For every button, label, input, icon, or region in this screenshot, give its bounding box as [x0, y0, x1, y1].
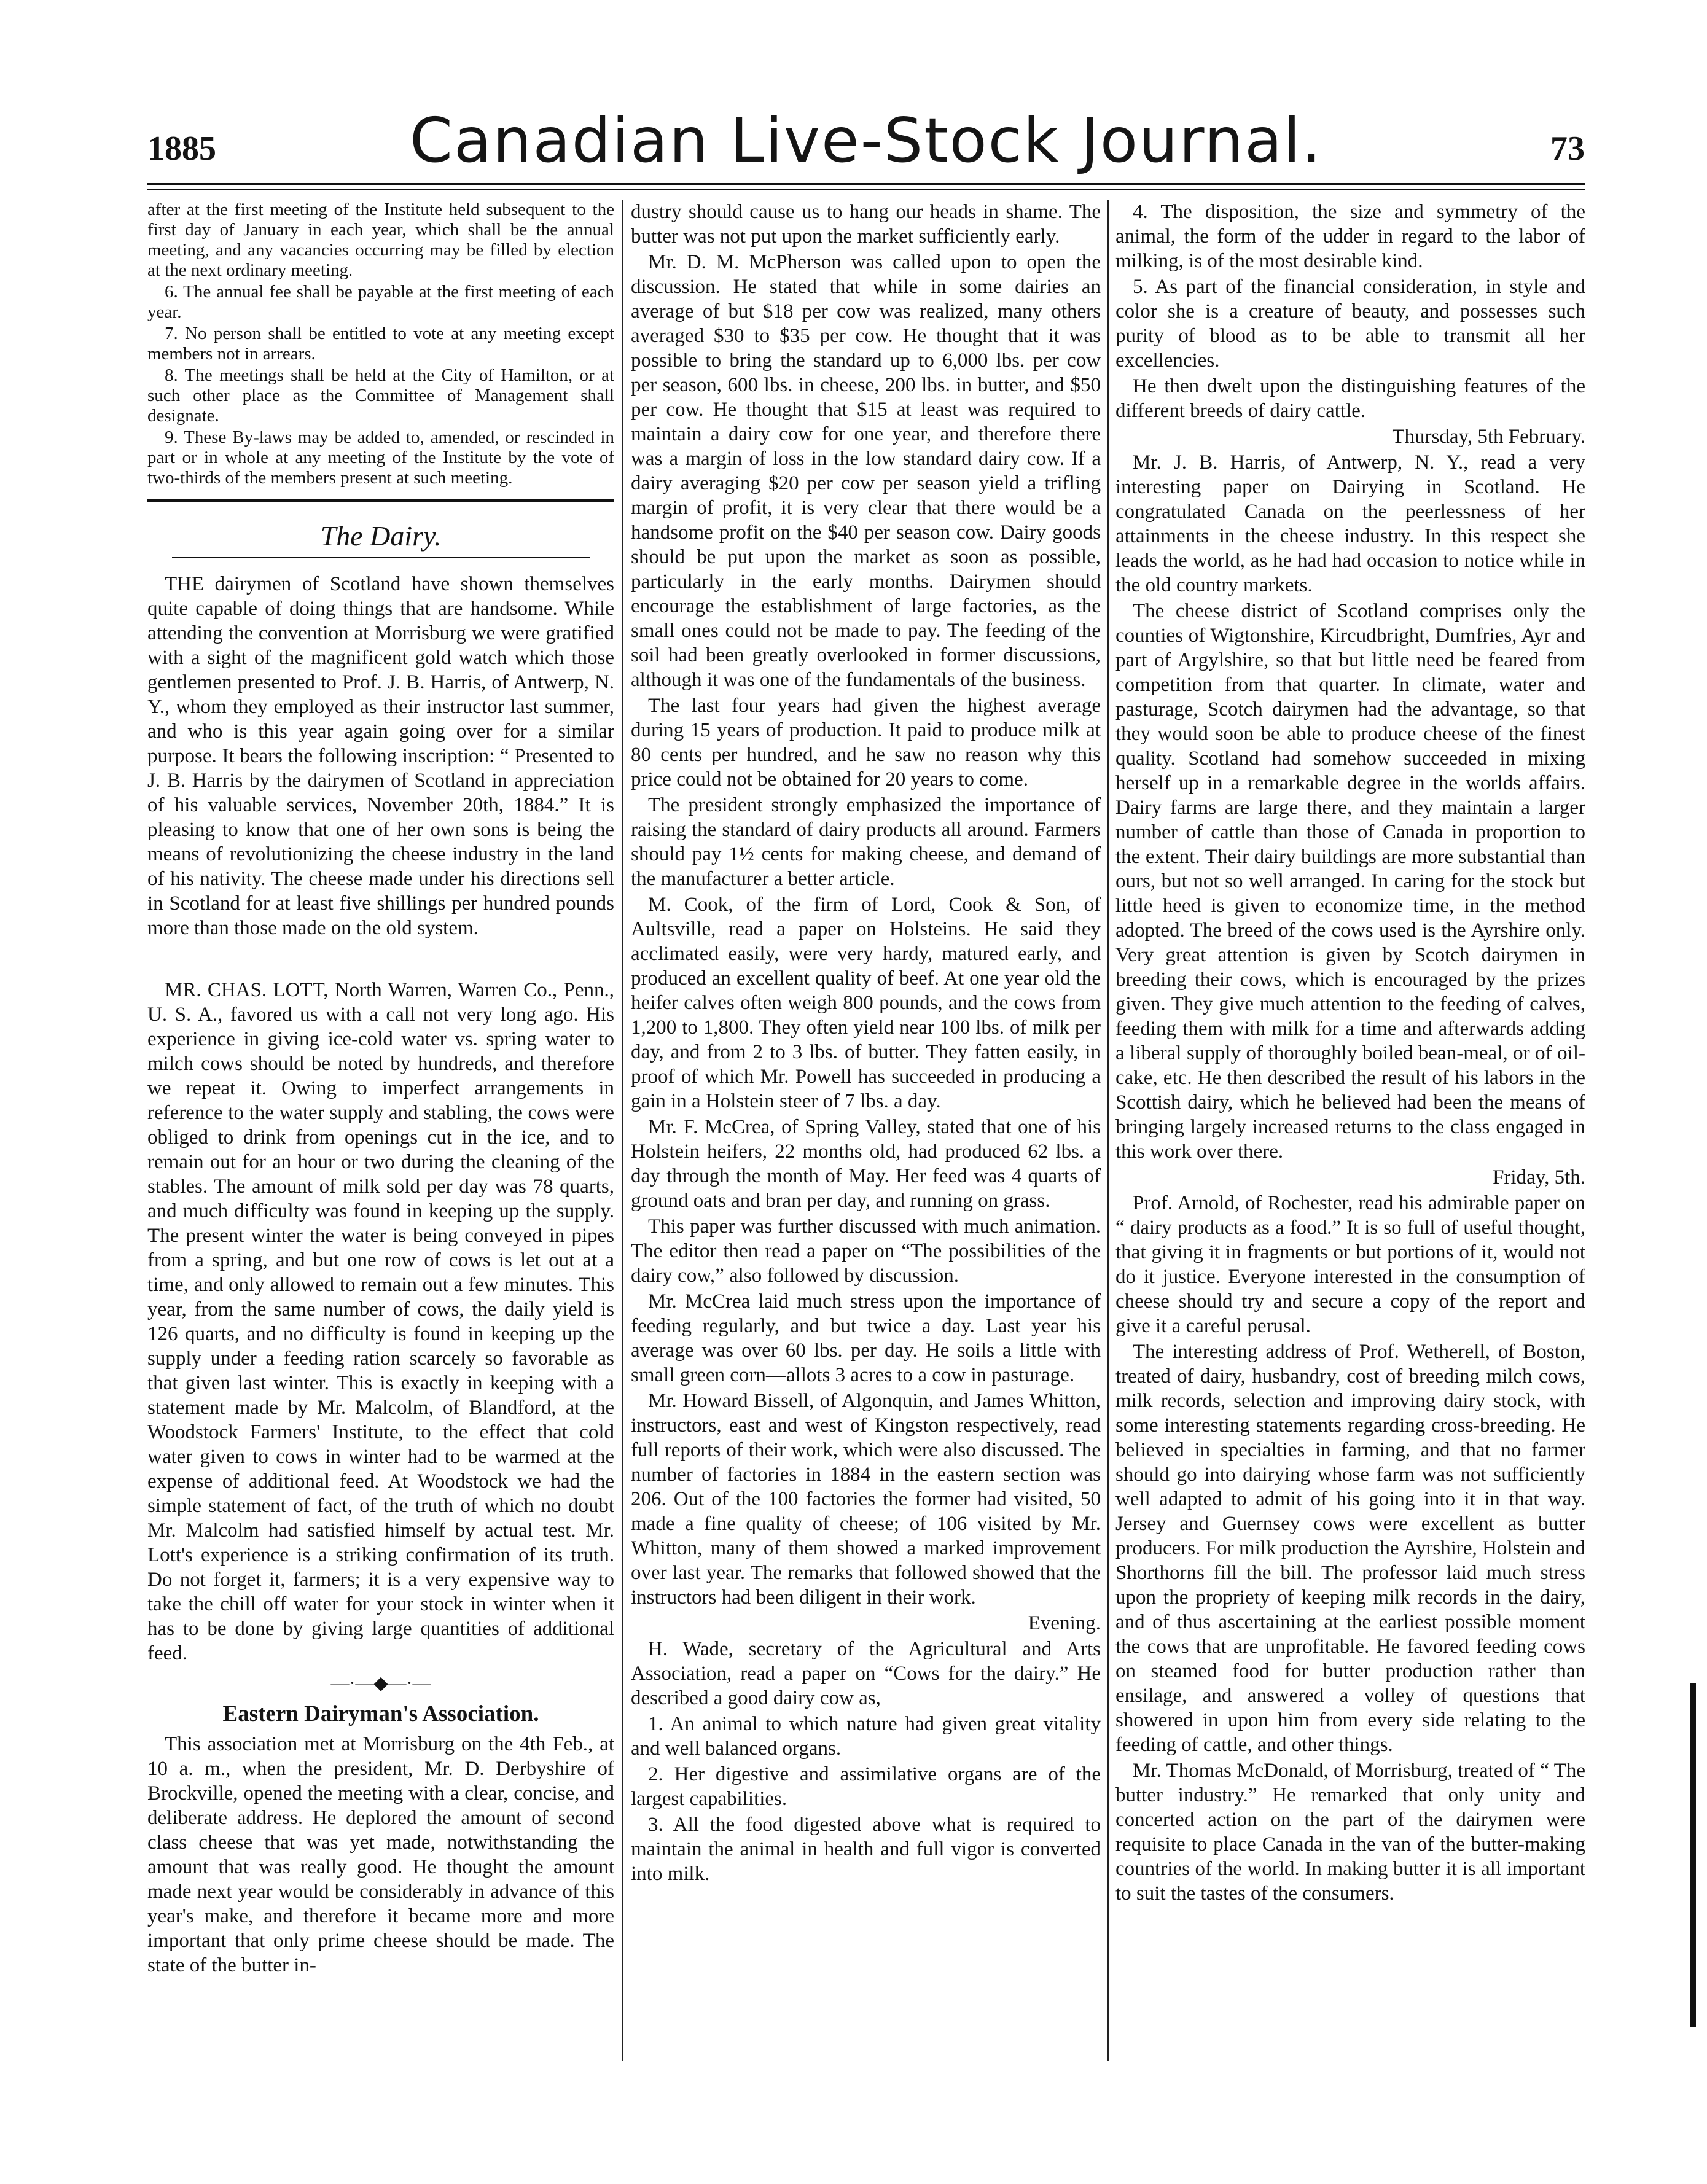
bylaw-paragraph: 6. The annual fee shall be payable at the first meeting of each year.: [147, 282, 614, 322]
page-header: [147, 104, 1585, 178]
article-paragraph: 4. The disposition, the size and symmetry of the animal, the form of the udder in regard to the labor of milking, is of the most desirable kind.: [1115, 201, 1585, 272]
bylaws-block: [147, 200, 614, 488]
bylaw-paragraph: 9. These By-laws may be added to, amended, or rescinded in part or in whole at any meeting of the Institute by the vote of two-thirds of the members present at such meeting.: [147, 427, 614, 488]
page-number: 73: [1550, 130, 1585, 168]
article-paragraph: [147, 978, 614, 1666]
article-paragraph: M. Cook, of the firm of Lord, Cook & Son, of Aultsville, read a paper on Holsteins. He said they acclimated easily, were very hardy, matured early, and produced an excellent quality of beef. At one year old the heifer calves often weigh 800 pounds, and the cows from 1,200 to 1,800. They often yield near 100 lbs. of milk per day, and from 2 to 3 lbs. of butter. They fatten easily, in proof of which Mr. Powell has succeeded in producing a gain in a Holstein steer of 7 lbs. a day.: [631, 894, 1101, 1112]
session-heading: Friday, 5th.: [1493, 1166, 1585, 1188]
article-paragraph: H. Wade, secretary of the Agricultural and Arts Association, read a paper on “Cows for the dairy.” He described a good dairy cow as,: [631, 1638, 1101, 1709]
section-title: The Dairy.: [320, 520, 442, 552]
article-paragraph: He then dwelt upon the distinguishing features of the different breeds of dairy cattle.: [1115, 375, 1585, 422]
article-paragraph: Mr. D. M. McPherson was called upon to open the discussion. He stated that while in some dairies an average of but $18 per cow was realized, many others averaged $30 to $35 per cow. He thought that it was possible to bring the standard up to 6,000 lbs. per cow per season, 600 lbs. in cheese, 200 lbs. in butter, and $50 per cow. He thought that $15 at least was required to maintain a dairy cow for one year, and therefore there was a margin of loss in the low standard dairy cow. If a dairy averaging $20 per cow per season yield a trifling margin of profit, it is very clear that there would be a handsome profit on the $40 per season cow. Dairy goods should be put upon the market as soon as possible, particularly in the early months. Dairymen should encourage the establishment of large factories, as the small ones could not be made to pay. The feeding of the soil had been greatly overlooked in former discussions, although it was one of the fundamentals of the business.: [631, 251, 1101, 691]
header-year: 1885: [147, 130, 216, 168]
column-divider: [1107, 200, 1109, 2061]
article-paragraph: Mr. McCrea laid much stress upon the importance of feeding regularly, and but twice a day. Last year his average was over 60 lbs. per day. He soils a little with small green corn—allots 3 acres to a cow in pasturage.: [631, 1290, 1101, 1386]
article-paragraph: Mr. Howard Bissell, of Algonquin, and James Whitton, instructors, east and west of Kingston respectively, read full reports of their work, which were also discussed. The number of factories in 1884 in the eastern section was 206. Out of the 100 factories the former had visited, 50 made a fine quality of cheese; of 106 visited by Mr. Whitton, many of them showed a marked improvement over last year. The remarks that followed showed that the instructors had been diligent in their work.: [631, 1390, 1101, 1609]
section-title-rule: [172, 557, 590, 558]
column-3: [1115, 200, 1585, 2067]
article-subheading: Eastern Dairyman's Association.: [222, 1701, 539, 1726]
article-paragraph: The interesting address of Prof. Wetherell, of Boston, treated of dairy, husbandry, cost of breeding milch cows, milk records, selection and improving dairy stock, with some interesting statements regarding cross-breeding. He believed in specialties in farming, and that no farmer should go into dairying whose farm was not sufficiently well adapted to admit of his going into it in that way. Jersey and Guernsey cows were excellent as butter producers. For milk production the Ayrshire, Holstein and Shorthorns fill the bill. The professor laid much stress upon the propriety of keeping milk records in the dairy, and of thus ascertaining at the earliest possible moment the cows that are unprofitable. He favored feeding cows on steamed food for butter production rather than ensilage, and answered a volley of questions that showered in upon him from every side relating to the feeding of cattle, and other things.: [1115, 1341, 1585, 1756]
bylaw-paragraph: after at the first meeting of the Institute held subsequent to the first day of January in each year, which shall be the annual meeting, and any vacancies occurring may be filled by election at the next ordinary meeting.: [147, 200, 614, 280]
column-divider: [622, 200, 623, 2061]
article-paragraph: 1. An animal to which nature had given great vitality and well balanced organs.: [631, 1713, 1101, 1760]
article-paragraph: This association met at Morrisburg on the 4th Feb., at 10 a. m., when the president, Mr. D. Derbyshire of Brockville, opened the meeting with a clear, concise, and deliberate address. He deplored the amount of second class cheese that was yet made, notwithstanding the amount that was really good. He thought the amount made next year would be considerably in advance of this year's make, and therefore it became more and more important that only prime cheese should be made. The state of the butter in-: [147, 1733, 614, 1976]
journal-title: Canadian Live-Stock Journal.: [410, 104, 1322, 176]
column-1: [147, 200, 614, 2067]
article-paragraph: The last four years had given the highest average during 15 years of production. It paid to produce milk at 80 cents per hundred, and he saw no reason why this price could not be obtained for 20 years to come.: [631, 695, 1101, 790]
article-paragraph: Mr. J. B. Harris, of Antwerp, N. Y., read a very interesting paper on Dairying in Scotland. He congratulated Canada on the peerlessness of her attainments in the cheese industry. In this respect she leads the world, as he had had occasion to notice while in the old country markets.: [1115, 451, 1585, 596]
article-paragraph: 5. As part of the financial consideration, in style and color she is a creature of beauty, and possesses such purity of blood as to be able to transmit all her excellencies.: [1115, 276, 1585, 372]
bylaw-paragraph: 7. No person shall be entitled to vote at any meeting except members not in arrears.: [147, 324, 614, 364]
session-heading: Evening.: [1028, 1612, 1101, 1634]
article-paragraph: The president strongly emphasized the importance of raising the standard of dairy products all around. Farmers should pay 1½ cents for making cheese, and demand of the manufacturer a better article.: [631, 794, 1101, 890]
article-paragraph: 3. All the food digested above what is required to maintain the animal in health and full vigor is converted into milk.: [631, 1814, 1101, 1885]
article-paragraph: THE dairymen of Scotland have shown themselves quite capable of doing things that are handsome. While attending the convention at Morrisburg we were gratified with a sight of the magnificent gold watch which those gentlemen presented to Prof. J. B. Harris, of Antwerp, N. Y., whom they employed as their instructor last summer, and who is this year again going over for a similar purpose. It bears the following inscription: “ Presented to J. B. Harris by the dairymen of Scotland in appreciation of his valuable services, November 20th, 1884.” It is pleasing to know that one of her own sons is being the means of revolutionizing the cheese industry in the land of his nativity. The cheese made under his directions sell in Scotland for at least five shillings per hundred pounds more than those made on the old system.: [147, 573, 614, 939]
session-heading: Thursday, 5th February.: [1392, 426, 1585, 448]
article-paragraph: Mr. F. McCrea, of Spring Valley, stated that one of his Holstein heifers, 22 months old, had produced 62 lbs. a day through the month of May. Her feed was 4 quarts of ground oats and bran per day, and running on grass.: [631, 1116, 1101, 1212]
article-paragraph: Mr. Thomas McDonald, of Morrisburg, treated of “ The butter industry.” He remarked that only unity and concerted action on the part of the dairymen were requisite to place Canada in the van of the butter-making countries of the world. In making butter it is all important to suit the tastes of the consumers.: [1115, 1760, 1585, 1905]
ornament-divider-icon: —·—◆—·—: [330, 1673, 431, 1693]
article-paragraph: dustry should cause us to hang our heads in shame. The butter was not put upon the market sufficiently early.: [631, 201, 1101, 248]
bylaw-paragraph: 8. The meetings shall be held at the City of Hamilton, or at such other place as the Committee of Management shall designate.: [147, 365, 614, 426]
header-rule-thin: [147, 189, 1585, 190]
paragraph-body: North Warren, Warren Co., Penn., U. S. A., favored us with a call not very long ago. His experience in giving ice-cold water vs. spring water to milch cows should be noted by hundreds, and therefore we repeat it. Owing to imperfect arrangements in reference to the water supply and stabling, the cows were obliged to drink from openings cut in the ice, and to remain out for an hour or two during the cleaning of the stables. The amount of milk sold per day was 78 quarts, and much difficulty was found in keeping up the supply. The present winter the water is being conveyed in pipes from a spring, and but one row of cows is let out at a time, and only allowed to remain out a few minutes. This year, from the same number of cows, the daily yield is 126 quarts, and no difficulty is found in keeping up the supply under a feeding ration scarcely so favorable as that given last winter. This is exactly in keeping with a statement made by Mr. Malcolm, of Blandford, at the Woodstock Farmers' Institute, to the effect that cold water given to cows in winter had to be warmed at the expense of additional feed. At Woodstock we had the simple statement of fact, of the truth of which no doubt Mr. Malcolm had satisfied himself by actual test. Mr. Lott's experience is a striking confirmation of its truth. Do not forget it, farmers; it is a very expensive way to take the chill off water for your stock in winter when it has to be done by giving large quantities of additional feed.: [147, 979, 614, 1664]
scan-edge-mark: [1690, 1683, 1696, 2027]
article-paragraph: This paper was further discussed with much animation. The editor then read a paper on “The possibilities of the dairy cow,” also followed by discussion.: [631, 1215, 1101, 1287]
paragraph-lead: MR. CHAS. LOTT,: [165, 979, 329, 1001]
article-paragraph: Prof. Arnold, of Rochester, read his admirable paper on “ dairy products as a food.” It is so full of useful thought, that giving it in fragments or but portions of it, would not do it justice. Everyone interested in the consumption of cheese should try and secure a copy of the report and give it a careful perusal.: [1115, 1192, 1585, 1337]
article-paragraph: The cheese district of Scotland comprises only the counties of Wigtonshire, Kircudbright, Dumfries, Ayr and part of Argylshire, so that but little need be feared from competition from that quarter. In climate, water and pasturage, Scotch dairymen had the advantage, so that they would soon be able to produce cheese of the finest quality. Scotland had somehow succeeded in mixing herself up in a remarkable degree in the worlds affairs. Dairy farms are large there, and they maintain a larger number of cattle than those of Canada in proportion to the extent. Their dairy buildings are more substantial than ours, but not so well arranged. In caring for the stock but little heed is given to economize time, in the method adopted. The breed of the cows used is the Ayrshire only. Very great attention is given by Scotch dairymen in breeding their cows, which is encouraged by the prizes given. They give much attention to the feeding of calves, feeding them with milk for a time and afterwards adding a liberal supply of thoroughly boiled bean-meal, or of oil-cake, etc. He then described the result of his labors in the Scottish dairy, which he believed had been the means of bringing largely increased returns to the class engaged in this work over there.: [1115, 600, 1585, 1163]
column-2: [631, 200, 1101, 2067]
section-rule: [147, 499, 614, 502]
article-paragraph: 2. Her digestive and assimilative organs are of the largest capabilities.: [631, 1763, 1101, 1810]
header-rule: [147, 183, 1585, 185]
